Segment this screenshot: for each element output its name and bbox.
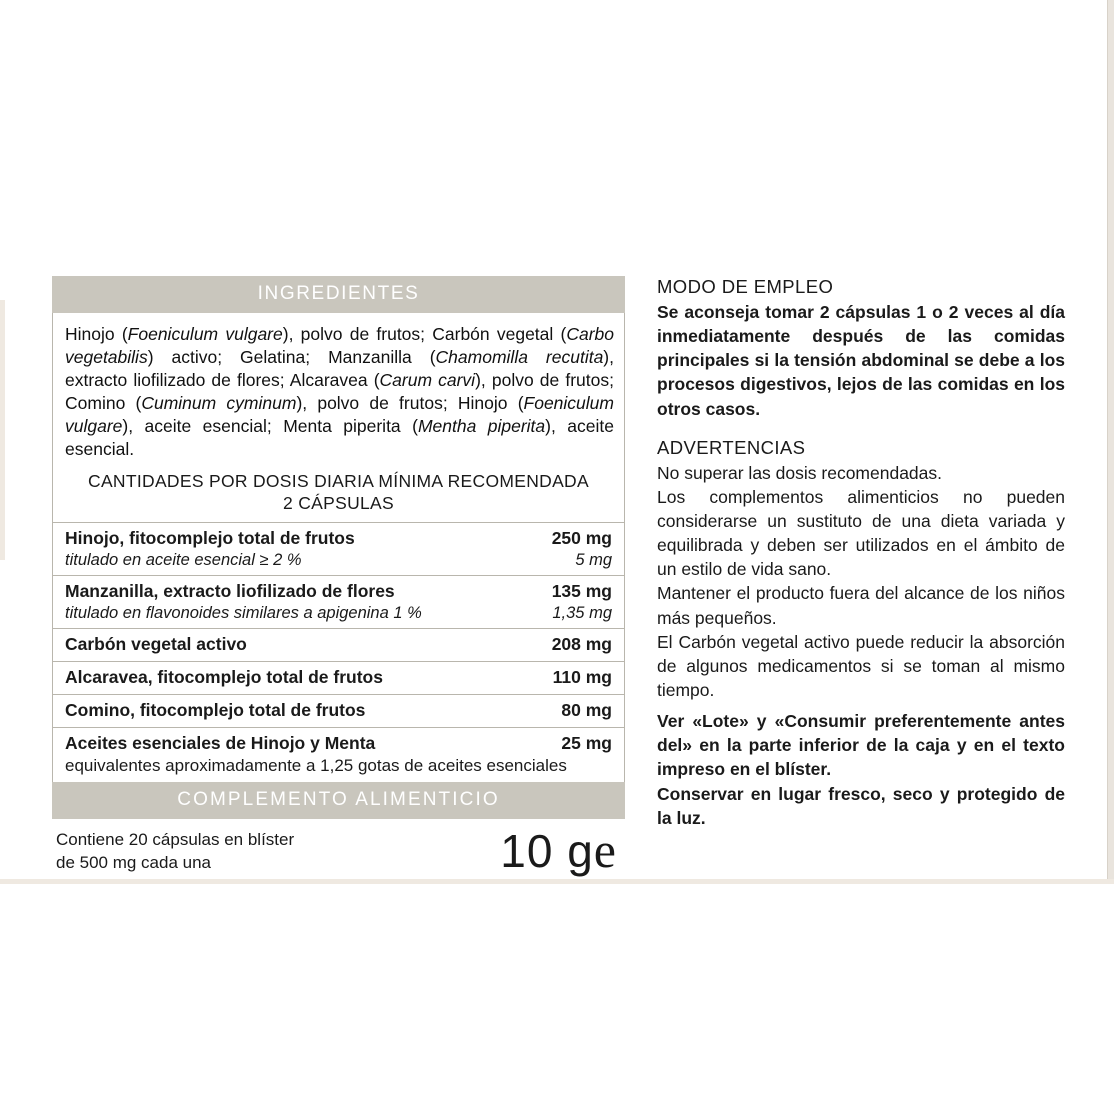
ingredients-seg-2: ), polvo de frutos; Carbón vegetal ( [282, 324, 567, 344]
table-row [53, 629, 625, 662]
warning-paragraph-4: El Carbón vegetal activo puede reducir la absorción de algunos medicamentos si se toman al mismo tiempo. [657, 631, 1065, 700]
ingredients-latin-7: Mentha piperita [417, 416, 546, 437]
contains-line-2: de 500 mg cada una [56, 852, 212, 872]
usage-text: Se aconseja tomar 2 cápsulas 1 o 2 veces al día inmediatamente después de las comidas principales si la tensión abdominal se debe a los procesos digestivos, lejos de las comidas en los otros casos. [657, 302, 1065, 419]
complement-header: COMPLEMENTO ALIMENTICIO [52, 782, 625, 819]
dose-heading-line-2: 2 CÁPSULAS [283, 492, 394, 513]
warning-paragraph-2: Los complementos alimenticios no pueden considerarse un sustituto de una dieta variada y equilibrada y deben ser utilizados en el ámbito de un estilo de vida sano. [657, 486, 1065, 580]
table-row [53, 695, 625, 728]
warning-paragraph-5: Ver «Lote» y «Consumir preferentemente antes del» en la parte inferior de la caja y en el texto impreso en el blíster. [657, 711, 1065, 780]
ingredients-seg-1: Hinojo ( [65, 324, 128, 344]
ingredients-latin-5: Cuminum cyminum [141, 393, 297, 414]
table-row [53, 523, 625, 552]
contains-text [56, 825, 294, 874]
nutrition-facts-table [52, 522, 625, 782]
table-row-sub [53, 551, 625, 576]
ingredients-latin-4: Carum carvi [379, 370, 476, 391]
usage-title: MODO DE EMPLEO [657, 276, 834, 297]
fact-sub-name: titulado en aceite esencial ≥ 2 % [65, 551, 302, 570]
contains-line-1: Contiene 20 cápsulas en blíster [56, 830, 295, 850]
panel-edge-right [1107, 0, 1114, 884]
fact-sub-amount: 5 mg [575, 551, 612, 570]
fact-amount: 208 mg [520, 629, 625, 662]
ingredients-latin-6: Foeniculum vulgare [65, 393, 614, 437]
table-row-note [53, 756, 625, 782]
fact-name: Aceites esenciales de Hinojo y Menta [53, 728, 520, 757]
fact-amount: 135 mg [520, 576, 625, 605]
ingredients-latin-1: Foeniculum vulgare [127, 324, 283, 344]
dose-heading [52, 466, 625, 523]
ingredients-latin-2: Carbo vegetabilis [65, 324, 615, 368]
table-row [53, 576, 625, 605]
fact-name: Alcaravea, fitocomplejo total de frutos [53, 662, 520, 695]
usage-warnings-panel [657, 276, 1065, 830]
fact-amount: 250 mg [520, 523, 625, 552]
dose-heading-line-1: CANTIDADES POR DOSIS DIARIA MÍNIMA RECOMENDADA [88, 470, 589, 491]
table-row-sub [53, 604, 625, 629]
net-weight-value: 10 g [500, 825, 594, 878]
fact-name: Hinojo, fitocomplejo total de frutos [53, 523, 520, 552]
fact-amount: 25 mg [520, 728, 625, 757]
ingredients-seg-7: ), aceite esencial; Menta piperita ( [122, 416, 418, 437]
ingredients-text [52, 313, 625, 466]
ingredients-seg-3: ) activo; Gelatina; Manzanilla ( [147, 347, 436, 368]
warning-paragraph-6: Conservar en lugar fresco, seco y protegido de la luz. [657, 783, 1065, 828]
ingredients-seg-4: ), extracto liofilizado de flores; Alcaravea ( [65, 347, 614, 391]
fact-name: Carbón vegetal activo [53, 629, 520, 662]
estimated-sign-icon: e [593, 822, 617, 879]
warnings-title: ADVERTENCIAS [657, 436, 806, 458]
ingredients-latin-3: Chamomilla recutita [435, 347, 604, 368]
fact-sub-name: titulado en flavonoides similares a apigenina 1 % [65, 604, 422, 623]
ingredients-panel [52, 276, 625, 879]
warning-paragraph-3: Mantener el producto fuera del alcance de los niños más pequeños. [657, 583, 1065, 628]
net-weight [500, 822, 621, 879]
fact-name: Comino, fitocomplejo total de frutos [53, 695, 520, 728]
table-row [53, 728, 625, 757]
fact-note: equivalentes aproximadamente a 1,25 gotas de aceites esenciales [65, 756, 567, 776]
fact-amount: 110 mg [520, 662, 625, 695]
panel-edge-bottom [0, 879, 1114, 884]
panel-edge-left [0, 300, 5, 560]
ingredients-header: INGREDIENTES [52, 276, 625, 313]
warning-paragraph-1: No superar las dosis recomendadas. [657, 462, 943, 483]
package-footer [52, 819, 625, 879]
ingredients-seg-6: ), polvo de frutos; Hinojo ( [296, 393, 524, 414]
fact-amount: 80 mg [520, 695, 625, 728]
fact-sub-amount: 1,35 mg [552, 604, 612, 623]
fact-name: Manzanilla, extracto liofilizado de flores [53, 576, 520, 605]
ingredients-seg-8: ), aceite esencial. [65, 416, 614, 460]
ingredients-seg-5: ), polvo de frutos; Comino ( [65, 370, 614, 414]
table-row [53, 662, 625, 695]
